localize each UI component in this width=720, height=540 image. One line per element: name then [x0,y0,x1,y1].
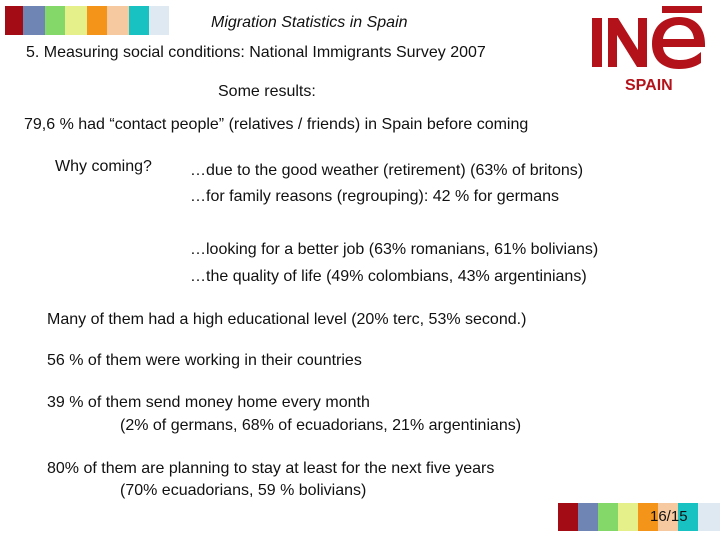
color-block [149,6,169,35]
color-block [618,503,638,531]
footer-color-strip [558,503,720,531]
color-block [45,6,65,35]
reason-item: …due to the good weather (retirement) (63% of britons) [190,162,584,179]
color-block [5,6,23,35]
page-number: 16/15 [650,508,688,525]
header-color-strip [5,6,169,35]
money-stat-detail: (2% of germans, 68% of ecuadorians, 21% argentinians) [120,417,522,434]
logo-country-label: SPAIN [625,77,673,94]
some-results-label: Some results: [218,83,316,100]
stay-stat-detail: (70% ecuadorians, 59 % bolivians) [120,482,367,499]
color-block [698,503,720,531]
reason-item: …for family reasons (regrouping): 42 % for germans [190,188,560,205]
why-coming-label: Why coming? [55,158,152,175]
color-block [65,6,87,35]
color-block [598,503,618,531]
working-stat: 56 % of them were working in their countries [47,352,362,369]
reason-item: …looking for a better job (63% romanians, 61% bolivians) [190,241,599,258]
education-stat: Many of them had a high educational level (20% terc, 53% second.) [47,311,527,328]
color-block [87,6,107,35]
money-stat: 39 % of them send money home every month [47,394,370,411]
color-block [578,503,598,531]
slide-subtitle: 5. Measuring social conditions: National Immigrants Survey 2007 [26,44,486,61]
ine-logo [590,4,714,70]
contact-people-stat: 79,6 % had “contact people” (relatives / friends) in Spain before coming [24,116,529,133]
slide-title: Migration Statistics in Spain [211,14,408,31]
reason-item: …the quality of life (49% colombians, 43% argentinians) [190,268,587,285]
color-block [129,6,149,35]
stay-stat: 80% of them are planning to stay at least for the next five years [47,460,495,477]
color-block [558,503,578,531]
color-block [107,6,129,35]
color-block [23,6,45,35]
